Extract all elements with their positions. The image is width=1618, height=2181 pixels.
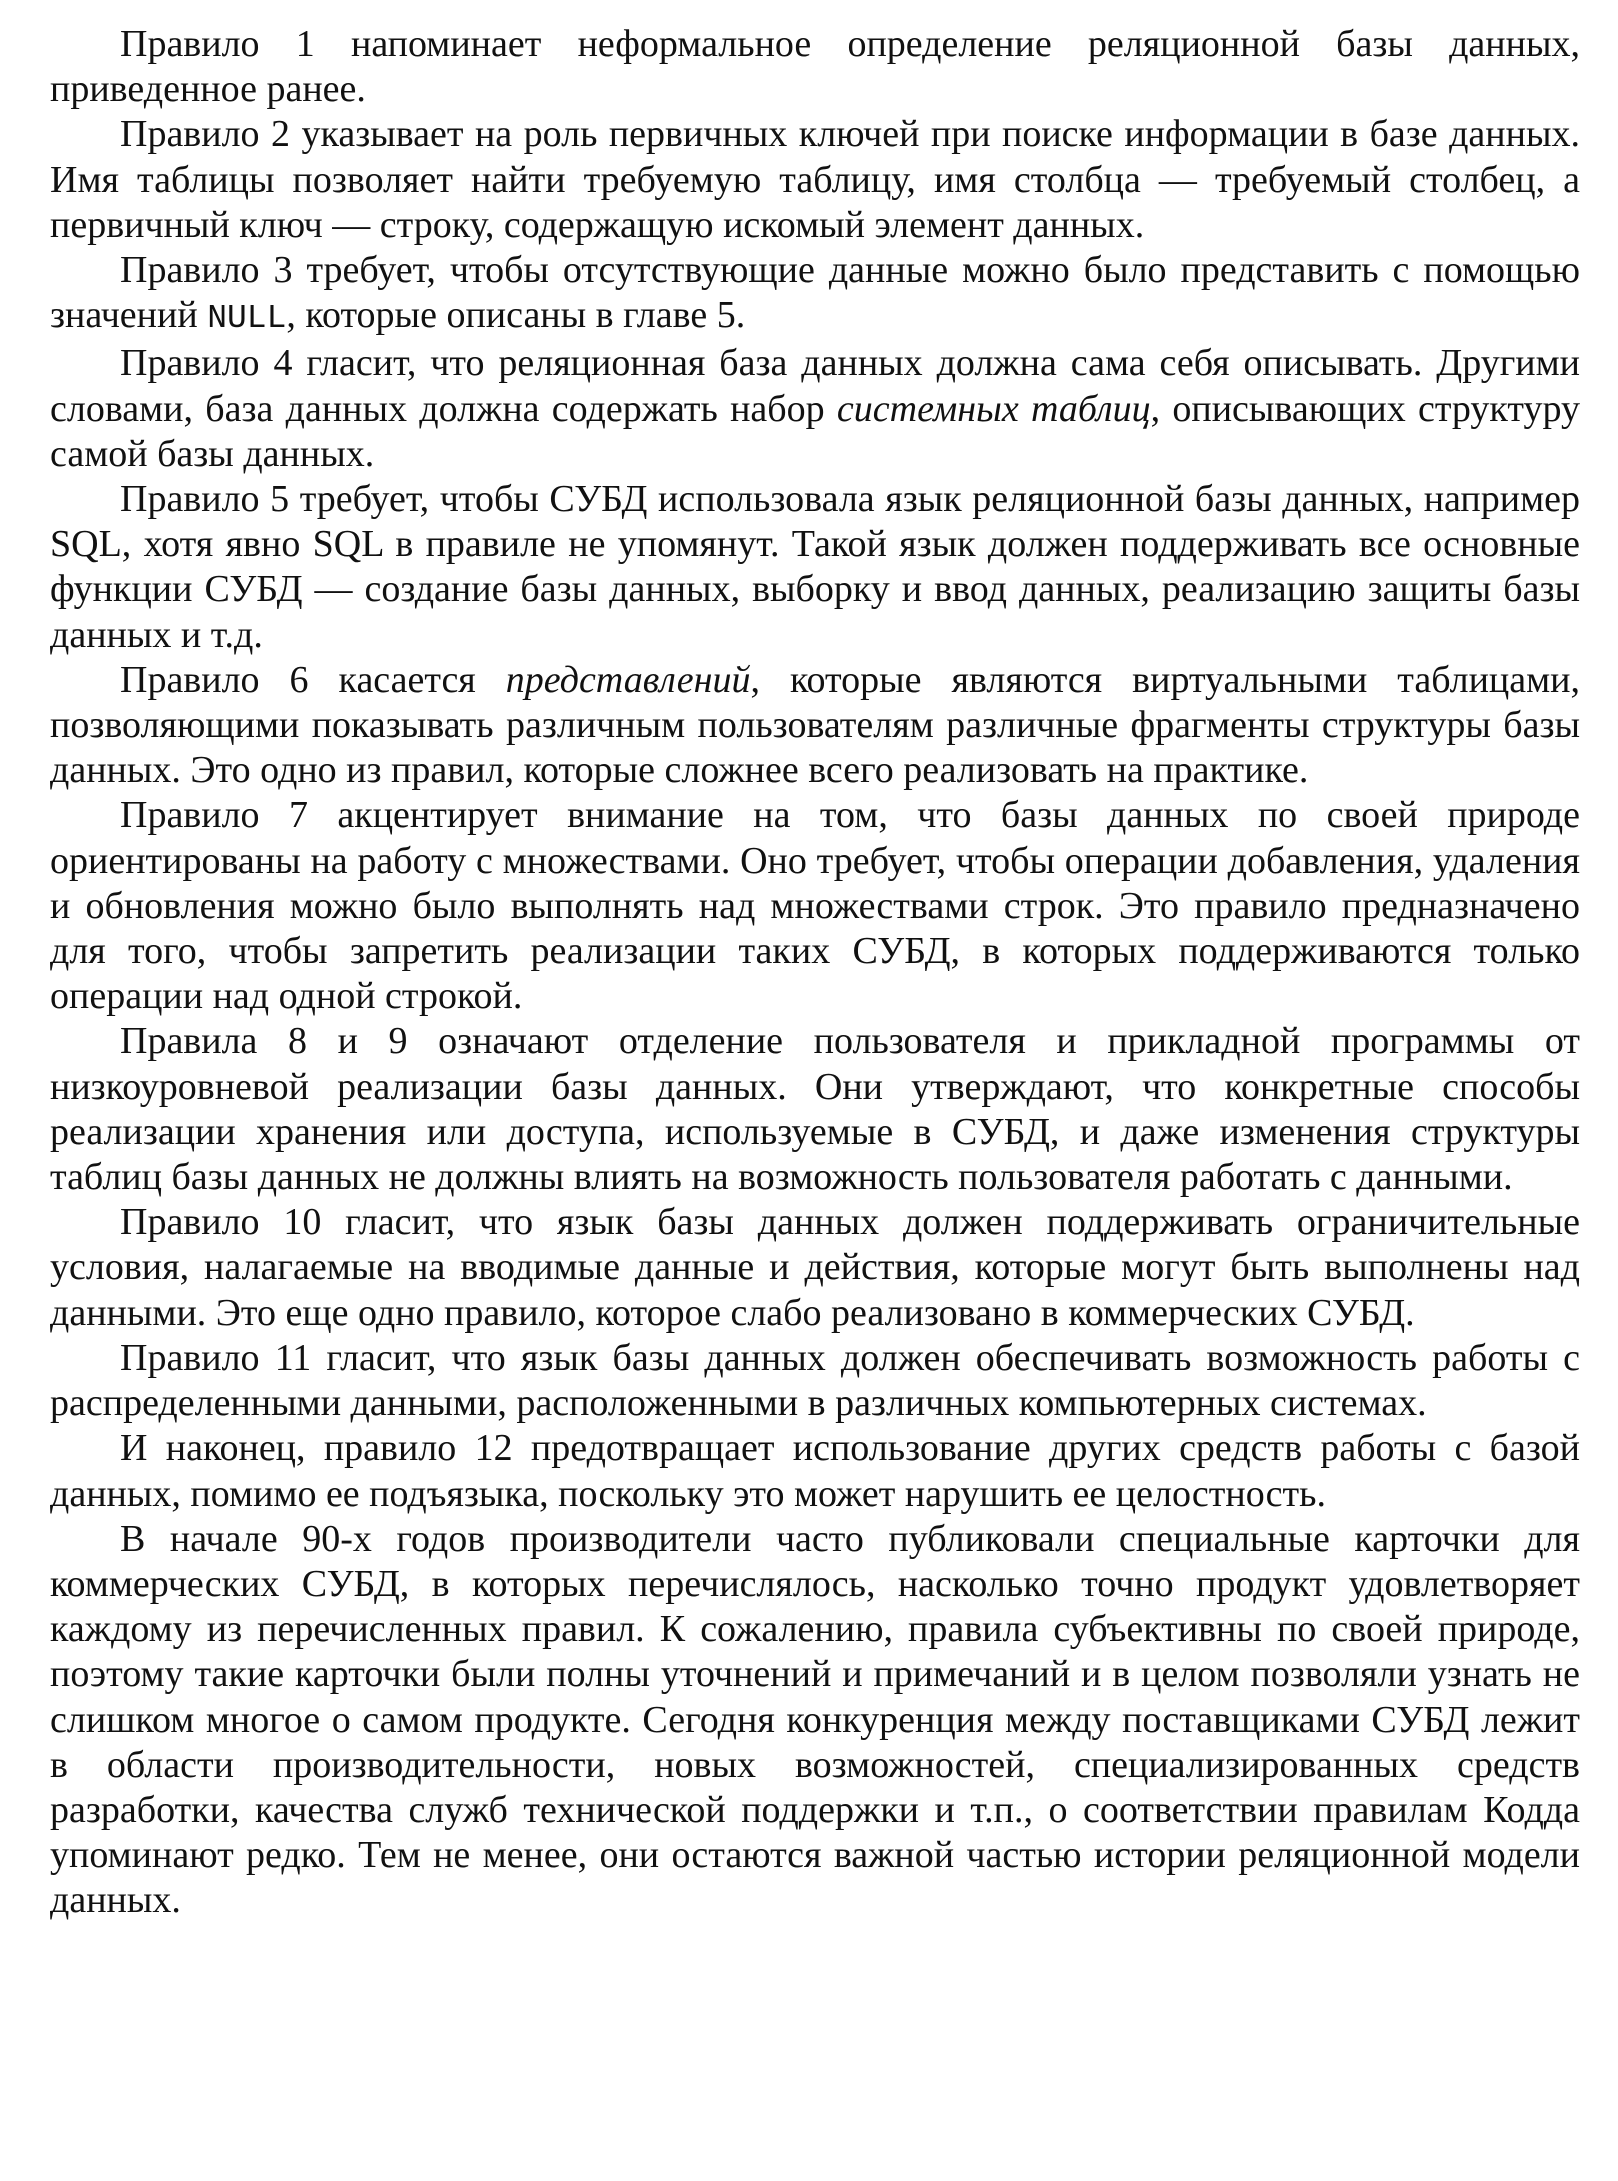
paragraph-rules-8-9: Правила 8 и 9 означают отделение пользователя и прикладной программы от низкоуровневой реализации базы данных. Они утверждают, что конкретные способы реализации хранения или доступа, используемые в СУБД, и даже изменения структуры таблиц базы данных не должны влиять на возможность пользователя работать с данными. (50, 1020, 1580, 1199)
paragraph-rule-4-text-a: Правило 4 гласит, что реляционная база данных должна сама себя описывать. Другими словами, база данных должна содержать набор (50, 342, 1580, 430)
paragraph-rule-11: Правило 11 гласит, что язык базы данных должен обеспечивать возможность работы с распределенными данными, расположенными в различных компьютерных системах. (50, 1336, 1580, 1425)
term-views: представлений (505, 658, 751, 701)
paragraph-rule-3-text-a: Правило 3 требует, чтобы отсутствующие данные можно было представить с помощью значений (50, 249, 1580, 337)
paragraph-rule-5: Правило 5 требует, чтобы СУБД использовала язык реляционной базы данных, например SQL, хотя явно SQL в правиле не упомянут. Такой язык должен поддерживать все основные функции СУБД — создание базы данных, выборку и ввод данных, реализацию защиты базы данных и т.д. (50, 478, 1580, 656)
paragraph-rule-7: Правило 7 акцентирует внимание на том, что базы данных по своей природе ориентированы на работу с множествами. Оно требует, чтобы операции добавления, удаления и обновления можно было выполнять над множествами строк. Это правило предназначено для того, чтобы запретить реализации таких СУБД, в которых поддерживаются только операции над одной строкой. (50, 794, 1580, 1018)
paragraph-rule-3 (50, 248, 1580, 341)
paragraph-rule-6 (50, 658, 1580, 794)
page-text (50, 22, 1580, 1924)
paragraph-rule-4 (50, 341, 1580, 477)
code-null: NULL (207, 300, 287, 338)
paragraph-rule-4-text-b: , описывающих структуру самой базы данных. (50, 387, 1580, 475)
paragraph-rule-3-text-b: , которые описаны в главе 5. (286, 294, 746, 337)
paragraph-rule-10: Правило 10 гласит, что язык базы данных должен поддерживать ограничительные условия, налагаемые на вводимые данные и действия, которые могут быть выполнены над данными. Это еще одно правило, которое слабо реализовано в коммерческих СУБД. (50, 1201, 1580, 1334)
paragraph-rule-12: И наконец, правило 12 предотвращает использование других средств работы с базой данных, помимо ее подъязыка, поскольку это может нарушить ее целостность. (50, 1427, 1580, 1515)
paragraph-rule-6-text-a: Правило 6 касается (120, 658, 506, 701)
paragraph-rule-6-text-b: , которые являются виртуальными таблицами, позволяющими показывать различным пользователям различные фрагменты структуры базы данных. Это одно из правил, которые сложнее всего реализовать на практике. (50, 658, 1581, 792)
paragraph-rule-2: Правило 2 указывает на роль первичных ключей при поиске информации в базе данных. Имя таблицы позволяет найти требуемую таблицу, имя столбца — требуемый столбец, а первичный ключ — строку, содержащую искомый элемент данных. (50, 113, 1580, 246)
paragraph-rule-1: Правило 1 напоминает неформальное определение реляционной базы данных, приведенное ранее. (50, 23, 1580, 111)
paragraph-conclusion: В начале 90-х годов производители часто публиковали специальные карточки для коммерческих СУБД, в которых перечислялось, насколько точно продукт удовлетворяет каждому из перечисленных правил. К сожалению, правила субъективны по своей природе, поэтому такие карточки были полны уточнений и примечаний и в целом позволяли узнать не слишком многое о самом продукте. Сегодня конкуренция между поставщиками СУБД лежит в области производительности, новых возможностей, специализированных средств разработки, качества служб технической поддержки и т.п., о соответствии правилам Кодда упоминают редко. Тем не менее, они остаются важной частью истории реляционной модели данных. (50, 1517, 1580, 1922)
term-system-tables: системных таблиц (836, 387, 1151, 430)
